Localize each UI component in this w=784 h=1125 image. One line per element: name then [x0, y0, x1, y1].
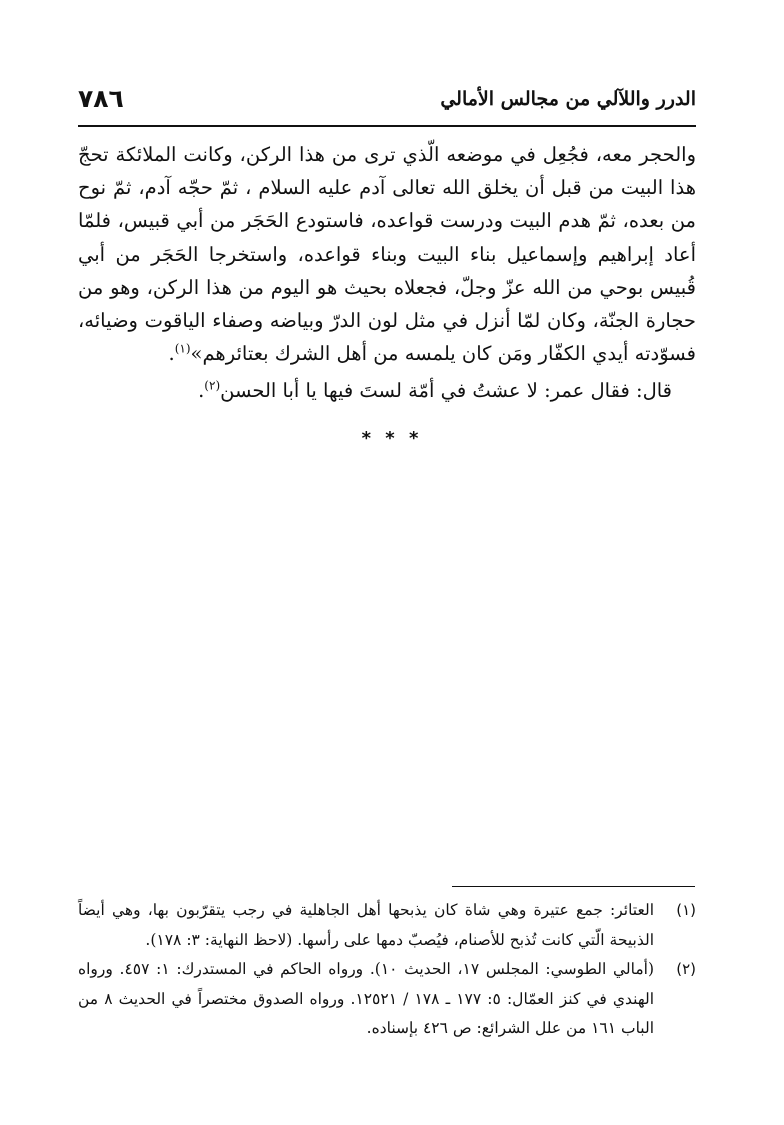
- page-header: [78, 84, 696, 122]
- paragraph-2-end: .: [198, 379, 205, 403]
- footnote-number: (١): [676, 901, 696, 919]
- page-number: ٧٨٦: [78, 84, 124, 113]
- paragraph-omar: [78, 374, 696, 407]
- footnote-number: (٢): [676, 960, 696, 978]
- footnotes: [78, 896, 696, 1044]
- footnote-text: العتائر: جمع عتيرة وهي شاة كان يذبحها أهل الجاهلية في رجب يتقرّبون بها، وهي أيضاً الذبيحة الّتي كانت تُذبح للأصنام، فيُصبّ دمها على رأسها. (لاحظ النهاية: ٣: ١٧٨).: [78, 901, 654, 949]
- paragraph-1-end: .: [168, 342, 175, 366]
- footnote-text: (أمالي الطوسي: المجلس ١٧، الحديث ١٠). ورواه الحاكم في المستدرك: ١: ٤٥٧. ورواه الهندي في كنز العمّال: ٥: ١٧٧ ـ ١٧٨ / ١٢٥٢١. ورواه الصدوق مختصراً في الحديث ٨ من الباب ١٦١ من علل الشرائع: ص ٤٢٦ بإسناده.: [78, 960, 655, 1037]
- paragraph-2-text: قال: فقال عمر: لا عشتُ في أمّة لستَ فيها يا أبا الحسن: [220, 379, 672, 403]
- footnote-rule: [452, 886, 695, 887]
- header-rule: [78, 125, 696, 127]
- paragraph-1-text: والحجر معه، فجُعِل في موضعه الّذي ترى من هذا الركن، وكانت الملائكة تحجّ هذا البيت من قبل أن يخلق الله تعالى آدم عليه السلام ، ثمّ حجّه آدم، ثمّ نوح من بعده، ثمّ هدم البيت ودرست قواعده، فاستودع الحَجَر من أبي قبيس، فلمّا أعاد إبراهيم وإسماعيل بناء البيت وبناء قواعده، واستخرجا الحَجَر من أبي قُبيس بوحي من الله عزّ وجلّ، فجعلاه بحيث هو اليوم من هذا الركن، وهو من حجارة الجنّة، وكان لمّا أنزل في مثل لون الدرّ وبياضه وصفاء الياقوت وضيائه، فسوّدته أيدي الكفّار ومَن كان يلمسه من أهل الشرك بعتائرهم»: [78, 143, 696, 366]
- paragraph-quote: [78, 138, 696, 370]
- running-title: الدرر واللآلي من مجالس الأمالي: [440, 88, 696, 110]
- footnote-1: [78, 896, 696, 955]
- footnote-2: [78, 955, 696, 1044]
- section-separator: * * *: [361, 428, 423, 449]
- footnote-marker-1: (١): [174, 341, 191, 356]
- body-text: [78, 138, 696, 408]
- footnote-marker-2: (٢): [204, 378, 221, 393]
